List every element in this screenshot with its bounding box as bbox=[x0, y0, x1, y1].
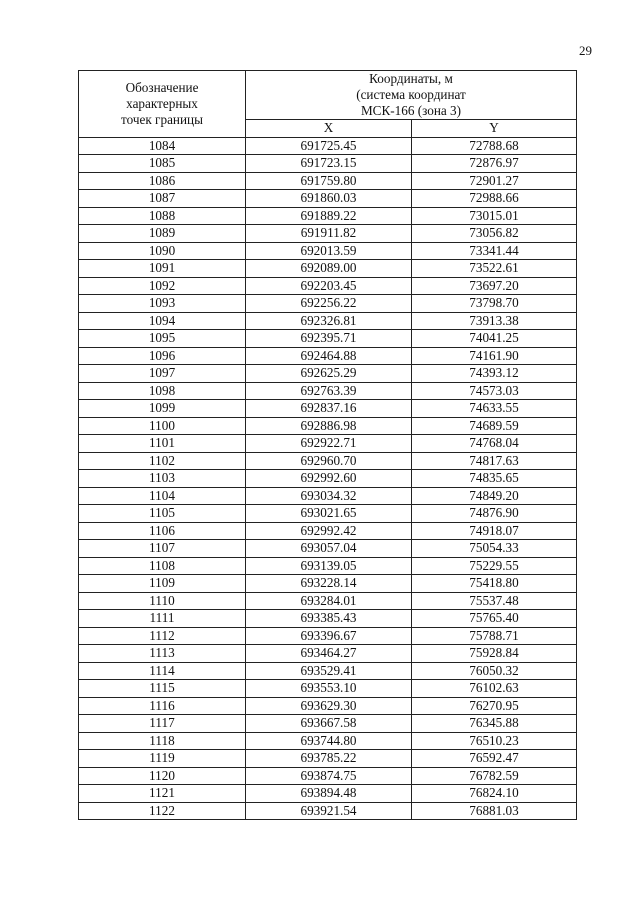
table-row bbox=[79, 330, 577, 348]
x-cell: 693785.22 bbox=[246, 750, 412, 768]
header-coordinates bbox=[246, 71, 577, 120]
x-cell: 692922.71 bbox=[246, 435, 412, 453]
table-row bbox=[79, 505, 577, 523]
y-cell: 74849.20 bbox=[412, 487, 577, 505]
x-cell: 692326.81 bbox=[246, 312, 412, 330]
table-row bbox=[79, 557, 577, 575]
x-cell: 692089.00 bbox=[246, 260, 412, 278]
x-cell: 693139.05 bbox=[246, 557, 412, 575]
x-cell: 693464.27 bbox=[246, 645, 412, 663]
x-cell: 693021.65 bbox=[246, 505, 412, 523]
y-cell: 76510.23 bbox=[412, 732, 577, 750]
table-row bbox=[79, 242, 577, 260]
x-cell: 692256.22 bbox=[246, 295, 412, 313]
x-cell: 691723.15 bbox=[246, 155, 412, 173]
point-id-cell: 1121 bbox=[79, 785, 246, 803]
y-cell: 72876.97 bbox=[412, 155, 577, 173]
point-id-cell: 1099 bbox=[79, 400, 246, 418]
y-cell: 75928.84 bbox=[412, 645, 577, 663]
table-row bbox=[79, 225, 577, 243]
y-cell: 73913.38 bbox=[412, 312, 577, 330]
y-cell: 75788.71 bbox=[412, 627, 577, 645]
point-id-cell: 1084 bbox=[79, 137, 246, 155]
y-cell: 74573.03 bbox=[412, 382, 577, 400]
x-cell: 693385.43 bbox=[246, 610, 412, 628]
point-id-cell: 1103 bbox=[79, 470, 246, 488]
y-cell: 73341.44 bbox=[412, 242, 577, 260]
y-cell: 76270.95 bbox=[412, 697, 577, 715]
point-id-cell: 1086 bbox=[79, 172, 246, 190]
x-cell: 693057.04 bbox=[246, 540, 412, 558]
table-row bbox=[79, 277, 577, 295]
y-cell: 75418.80 bbox=[412, 575, 577, 593]
y-cell: 76782.59 bbox=[412, 767, 577, 785]
x-cell: 693921.54 bbox=[246, 802, 412, 820]
y-cell: 74768.04 bbox=[412, 435, 577, 453]
table-body bbox=[79, 137, 577, 820]
x-cell: 691911.82 bbox=[246, 225, 412, 243]
table-row bbox=[79, 155, 577, 173]
point-id-cell: 1112 bbox=[79, 627, 246, 645]
table-row bbox=[79, 400, 577, 418]
x-cell: 693744.80 bbox=[246, 732, 412, 750]
x-cell: 692203.45 bbox=[246, 277, 412, 295]
table-row bbox=[79, 540, 577, 558]
point-id-cell: 1100 bbox=[79, 417, 246, 435]
y-cell: 72988.66 bbox=[412, 190, 577, 208]
header-point-line-1: Обозначение bbox=[125, 79, 199, 95]
table-row bbox=[79, 172, 577, 190]
x-cell: 692960.70 bbox=[246, 452, 412, 470]
table-row bbox=[79, 750, 577, 768]
x-cell: 693667.58 bbox=[246, 715, 412, 733]
y-cell: 74393.12 bbox=[412, 365, 577, 383]
y-cell: 74689.59 bbox=[412, 417, 577, 435]
point-id-cell: 1091 bbox=[79, 260, 246, 278]
y-cell: 73015.01 bbox=[412, 207, 577, 225]
table-row bbox=[79, 312, 577, 330]
table-row bbox=[79, 522, 577, 540]
table-row bbox=[79, 802, 577, 820]
point-id-cell: 1119 bbox=[79, 750, 246, 768]
point-id-cell: 1087 bbox=[79, 190, 246, 208]
x-cell: 693553.10 bbox=[246, 680, 412, 698]
point-id-cell: 1098 bbox=[79, 382, 246, 400]
point-id-cell: 1115 bbox=[79, 680, 246, 698]
table-row bbox=[79, 487, 577, 505]
x-cell: 692837.16 bbox=[246, 400, 412, 418]
x-cell: 693874.75 bbox=[246, 767, 412, 785]
table-row bbox=[79, 452, 577, 470]
point-id-cell: 1116 bbox=[79, 697, 246, 715]
point-id-cell: 1118 bbox=[79, 732, 246, 750]
header-coords-line-3: МСК-166 (зона 3) bbox=[360, 103, 462, 118]
point-id-cell: 1109 bbox=[79, 575, 246, 593]
point-id-cell: 1104 bbox=[79, 487, 246, 505]
x-cell: 693228.14 bbox=[246, 575, 412, 593]
header-point-designation bbox=[79, 71, 246, 138]
point-id-cell: 1122 bbox=[79, 802, 246, 820]
table-row bbox=[79, 592, 577, 610]
coordinates-table bbox=[78, 70, 577, 820]
y-cell: 75537.48 bbox=[412, 592, 577, 610]
table-row bbox=[79, 137, 577, 155]
y-cell: 74633.55 bbox=[412, 400, 577, 418]
point-id-cell: 1094 bbox=[79, 312, 246, 330]
x-cell: 692992.42 bbox=[246, 522, 412, 540]
point-id-cell: 1088 bbox=[79, 207, 246, 225]
y-cell: 74876.90 bbox=[412, 505, 577, 523]
y-cell: 72788.68 bbox=[412, 137, 577, 155]
table-row bbox=[79, 260, 577, 278]
point-id-cell: 1089 bbox=[79, 225, 246, 243]
table-row bbox=[79, 207, 577, 225]
table-row bbox=[79, 627, 577, 645]
x-cell: 693034.32 bbox=[246, 487, 412, 505]
point-id-cell: 1110 bbox=[79, 592, 246, 610]
table-row bbox=[79, 295, 577, 313]
point-id-cell: 1093 bbox=[79, 295, 246, 313]
point-id-cell: 1120 bbox=[79, 767, 246, 785]
y-cell: 73697.20 bbox=[412, 277, 577, 295]
point-id-cell: 1101 bbox=[79, 435, 246, 453]
header-y: Y bbox=[412, 120, 577, 138]
x-cell: 692625.29 bbox=[246, 365, 412, 383]
table-row bbox=[79, 435, 577, 453]
point-id-cell: 1108 bbox=[79, 557, 246, 575]
point-id-cell: 1117 bbox=[79, 715, 246, 733]
x-cell: 693396.67 bbox=[246, 627, 412, 645]
y-cell: 76102.63 bbox=[412, 680, 577, 698]
point-id-cell: 1095 bbox=[79, 330, 246, 348]
y-cell: 75765.40 bbox=[412, 610, 577, 628]
x-cell: 692763.39 bbox=[246, 382, 412, 400]
point-id-cell: 1097 bbox=[79, 365, 246, 383]
table-row bbox=[79, 662, 577, 680]
point-id-cell: 1096 bbox=[79, 347, 246, 365]
point-id-cell: 1102 bbox=[79, 452, 246, 470]
table-row bbox=[79, 190, 577, 208]
x-cell: 691759.80 bbox=[246, 172, 412, 190]
x-cell: 692464.88 bbox=[246, 347, 412, 365]
table-row bbox=[79, 680, 577, 698]
header-x: X bbox=[246, 120, 412, 138]
point-id-cell: 1114 bbox=[79, 662, 246, 680]
point-id-cell: 1090 bbox=[79, 242, 246, 260]
y-cell: 76592.47 bbox=[412, 750, 577, 768]
table-row bbox=[79, 347, 577, 365]
y-cell: 74161.90 bbox=[412, 347, 577, 365]
x-cell: 692013.59 bbox=[246, 242, 412, 260]
x-cell: 691860.03 bbox=[246, 190, 412, 208]
header-coords-line-2: (система координат bbox=[356, 87, 466, 102]
y-cell: 76824.10 bbox=[412, 785, 577, 803]
table-row bbox=[79, 732, 577, 750]
y-cell: 75229.55 bbox=[412, 557, 577, 575]
table-row bbox=[79, 645, 577, 663]
table-row bbox=[79, 365, 577, 383]
table-row bbox=[79, 610, 577, 628]
y-cell: 74918.07 bbox=[412, 522, 577, 540]
table-row bbox=[79, 697, 577, 715]
y-cell: 72901.27 bbox=[412, 172, 577, 190]
point-id-cell: 1106 bbox=[79, 522, 246, 540]
table-row bbox=[79, 575, 577, 593]
point-id-cell: 1113 bbox=[79, 645, 246, 663]
x-cell: 693629.30 bbox=[246, 697, 412, 715]
y-cell: 74835.65 bbox=[412, 470, 577, 488]
x-cell: 691725.45 bbox=[246, 137, 412, 155]
point-id-cell: 1085 bbox=[79, 155, 246, 173]
page-number: 29 bbox=[579, 43, 592, 58]
y-cell: 76345.88 bbox=[412, 715, 577, 733]
table-row bbox=[79, 767, 577, 785]
y-cell: 76050.32 bbox=[412, 662, 577, 680]
y-cell: 73798.70 bbox=[412, 295, 577, 313]
point-id-cell: 1111 bbox=[79, 610, 246, 628]
y-cell: 74817.63 bbox=[412, 452, 577, 470]
header-coords-line-1: Координаты, м bbox=[369, 71, 453, 86]
x-cell: 693529.41 bbox=[246, 662, 412, 680]
point-id-cell: 1107 bbox=[79, 540, 246, 558]
x-cell: 693894.48 bbox=[246, 785, 412, 803]
point-id-cell: 1105 bbox=[79, 505, 246, 523]
header-point-line-3: точек границы bbox=[121, 111, 203, 127]
table-row bbox=[79, 715, 577, 733]
y-cell: 73522.61 bbox=[412, 260, 577, 278]
y-cell: 75054.33 bbox=[412, 540, 577, 558]
x-cell: 692992.60 bbox=[246, 470, 412, 488]
x-cell: 692886.98 bbox=[246, 417, 412, 435]
table-row bbox=[79, 470, 577, 488]
x-cell: 691889.22 bbox=[246, 207, 412, 225]
y-cell: 76881.03 bbox=[412, 802, 577, 820]
table-row bbox=[79, 785, 577, 803]
header-point-line-2: характерных bbox=[126, 95, 198, 111]
point-id-cell: 1092 bbox=[79, 277, 246, 295]
y-cell: 73056.82 bbox=[412, 225, 577, 243]
x-cell: 693284.01 bbox=[246, 592, 412, 610]
table-row bbox=[79, 417, 577, 435]
table-row bbox=[79, 382, 577, 400]
x-cell: 692395.71 bbox=[246, 330, 412, 348]
y-cell: 74041.25 bbox=[412, 330, 577, 348]
